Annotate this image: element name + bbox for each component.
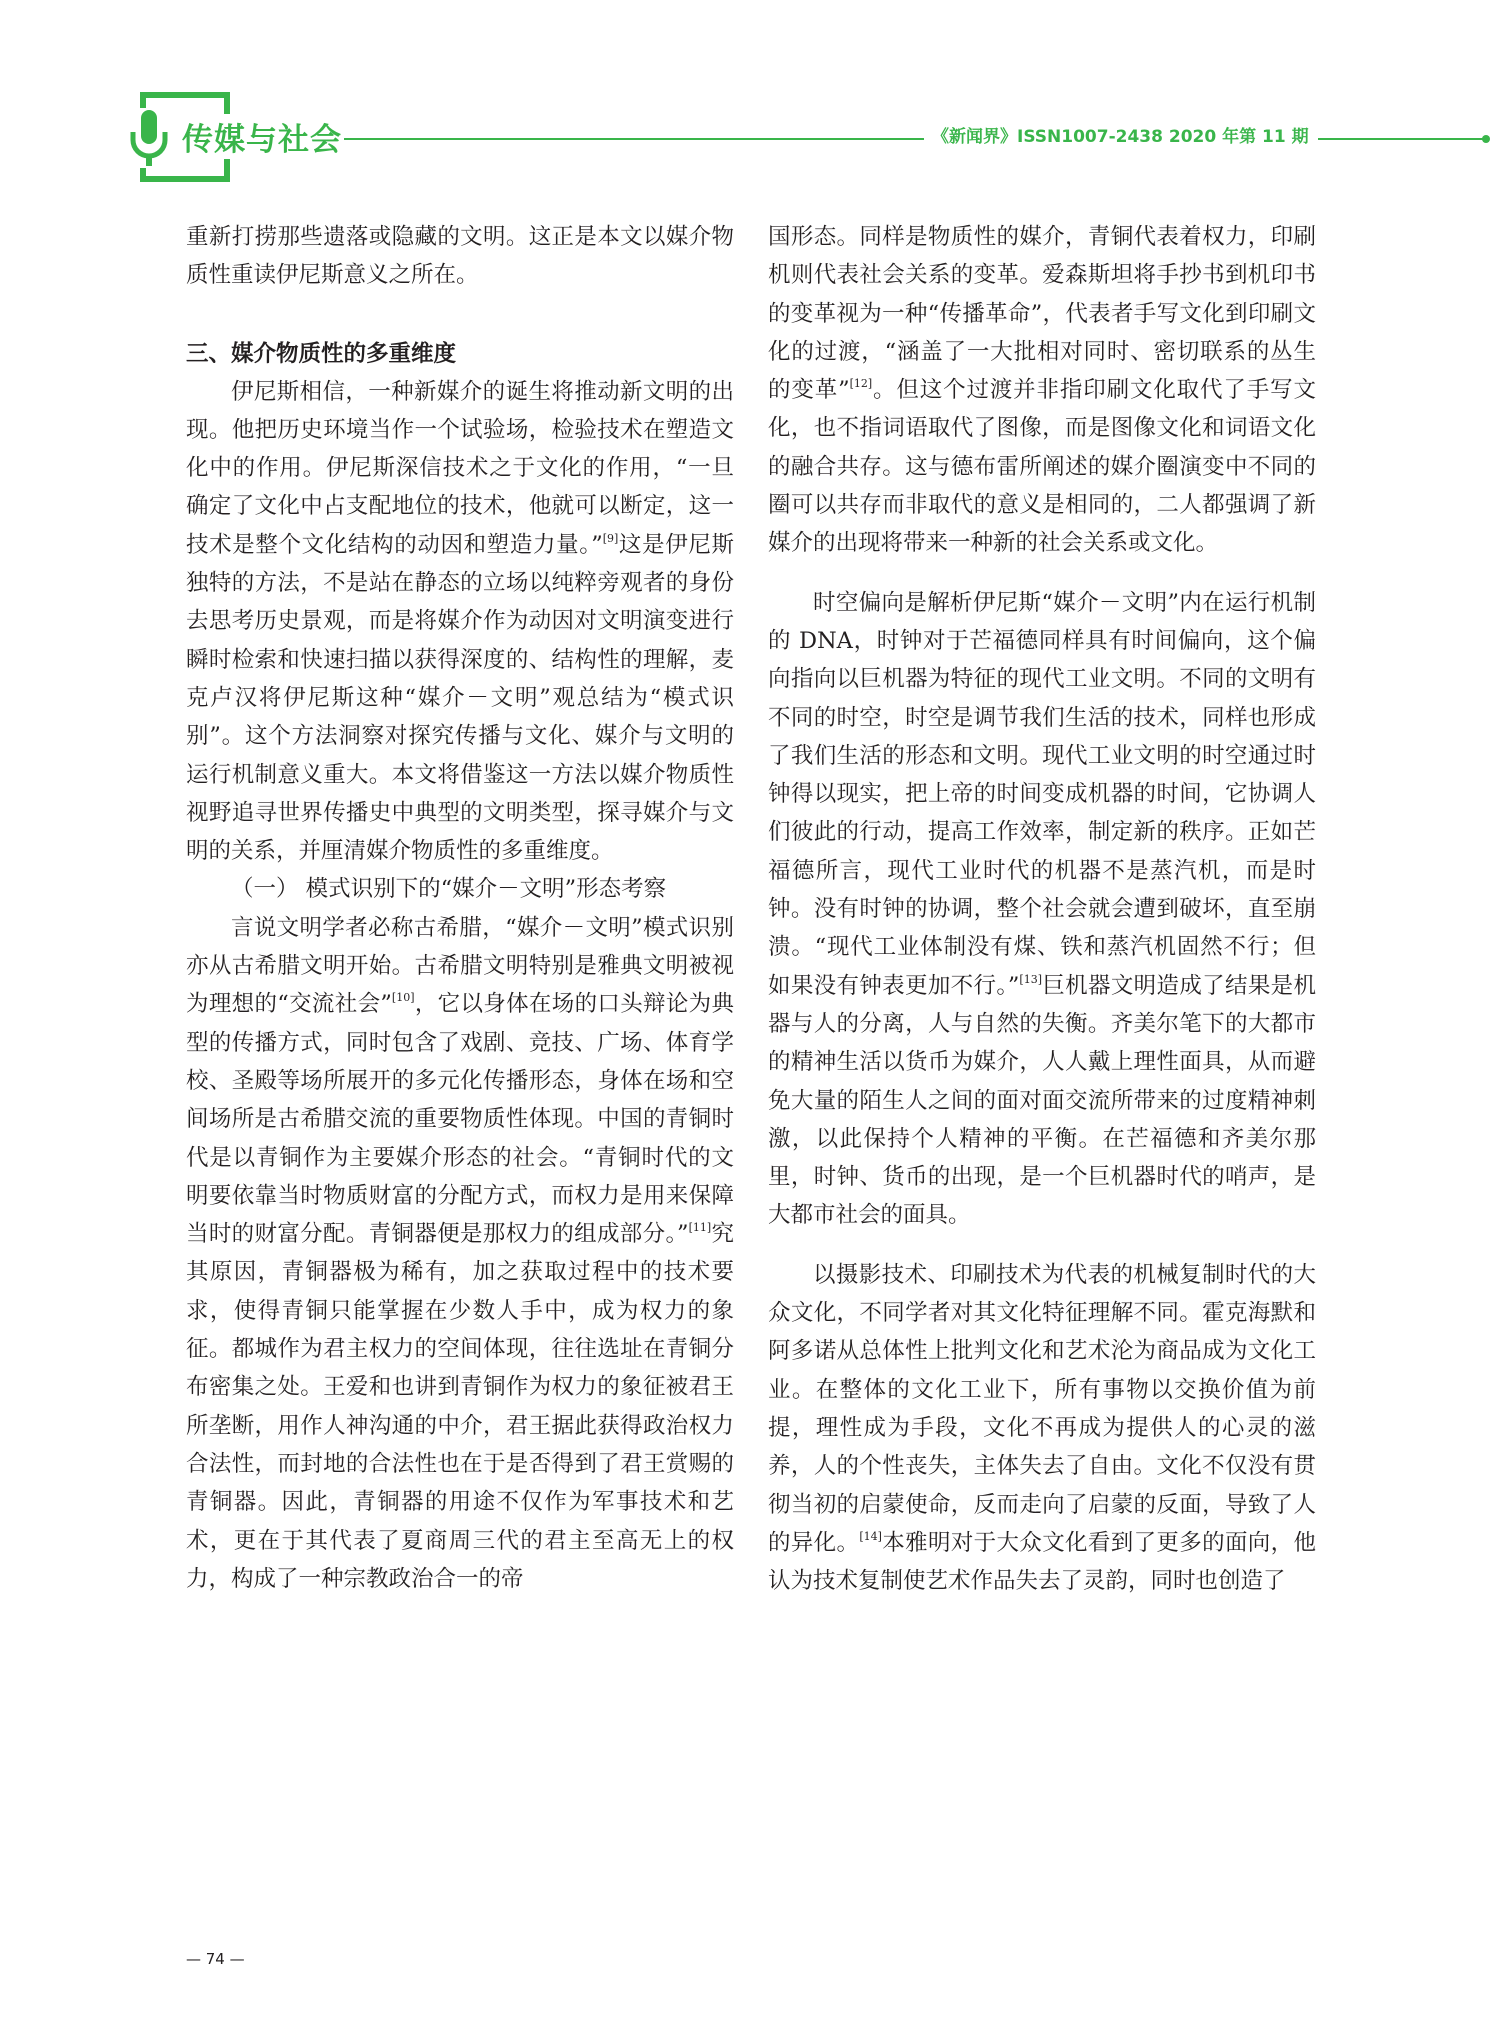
- paragraph-text: 以摄影技术、印刷技术为代表的机械复制时代的大众文化，不同学者对其文化特征理解不同。霍克海默和阿多诺从总体性上批判文化和艺术沦为商品成为文化工业。在整体的文化工业下，所有事物以交换价值为前提，理性成为手段，文化不再成为提供人的心灵的滋养，人的个性丧失，主体失去了自由。文化不仅没有贯彻当初的启蒙使命，反而走向了启蒙的反面，导致了人的异化。: [768, 1261, 1316, 1556]
- citation-marker: [11]: [688, 1221, 712, 1235]
- citation-marker: [10]: [391, 991, 415, 1005]
- continued-paragraph: 重新打捞那些遗落或隐藏的文明。这正是本文以媒介物质性重读伊尼斯意义之所在。: [186, 224, 734, 289]
- citation-marker: [12]: [849, 377, 873, 391]
- body-paragraph: [186, 909, 734, 1598]
- citation-marker: [13]: [1019, 972, 1042, 986]
- subsection-heading: （一） 模式识别下的“媒介－文明”形态考察: [231, 876, 667, 903]
- paragraph-text: 伊尼斯相信，一种新媒介的诞生将推动新文明的出现。他把历史环境当作一个试验场，检验技术在塑造文化中的作用。伊尼斯深信技术之于文化的作用，“一旦确定了文化中占支配地位的技术，他就可以断定，这一技术是整个文化结构的动因和塑造力量。”: [186, 378, 734, 558]
- body-paragraph: [768, 1256, 1316, 1601]
- paragraph-text: 国形态。同样是物质性的媒介，青铜代表着权力，印刷机则代表社会关系的变革。爱森斯坦将手抄书到机印书的变革视为一种“传播革命”，代表者手写文化到印刷文化的过渡，“涵盖了一大批相对同时、密切联系的丛生的变革”: [768, 224, 1316, 404]
- section-title: 传媒与社会: [178, 114, 346, 159]
- paragraph-text: 这是伊尼斯独特的方法，不是站在静态的立场以纯粹旁观者的身份去思考历史景观，而是将媒介作为动因对文明演变进行瞬时检索和快速扫描以获得深度的、结构性的理解，麦克卢汉将伊尼斯这种“媒介－文明”观总结为“模式识别”。这个方法洞察对探究传播与文化、媒介与文明的运行机制意义重大。本文将借鉴这一方法以媒介物质性视野追寻世界传播史中典型的文明类型，探寻媒介与文明的关系，并厘清媒介物质性的多重维度。: [186, 531, 734, 865]
- paragraph-text: 言说文明学者必称古希腊，“媒介－文明”模式识别亦从古希腊文明开始。古希腊文明特别是雅典文明被视为理想的“交流社会”: [186, 914, 734, 1018]
- paragraph-text: 。但这个过渡并非指印刷文化取代了手写文化，也不指词语取代了图像，而是图像文化和词语文化的融合共存。这与德布雷所阐述的媒介圈演变中不同的圈可以共存而非取代的意义是相同的，二人都强调了新媒介的出现将带来一种新的社会关系或文化。: [768, 377, 1316, 557]
- paragraph-text: 时空偏向是解析伊尼斯“媒介－文明”内在运行机制的 DNA，时钟对于芒福德同样具有时间偏向，这个偏向指向以巨机器为特征的现代工业文明。不同的文明有不同的时空，时空是调节我们生活的技术，同样也形成了我们生活的形态和文明。现代工业文明的时空通过时钟得以现实，把上帝的时间变成机器的时间，它协调人们彼此的行动，提高工作效率，制定新的秩序。正如芒福德所言，现代工业时代的机器不是蒸汽机，而是时钟。没有时钟的协调，整个社会就会遭到破坏，直至崩溃。“现代工业体制没有煤、铁和蒸汽机固然不行；但如果没有钟表更加不行。”: [768, 589, 1316, 999]
- right-column: [768, 218, 1316, 1600]
- body-paragraph: [768, 584, 1316, 1235]
- microphone-icon: [126, 108, 172, 168]
- body-paragraph: [768, 218, 1316, 563]
- header-rule-right: [1318, 138, 1486, 140]
- paragraph-text: ，它以身体在场的口头辩论为典型的传播方式，同时包含了戏剧、竞技、广场、体育学校、圣殿等场所展开的多元化传播形态，身体在场和空间场所是古希腊交流的重要物质性体现。中国的青铜时代是以青铜作为主要媒介形态的社会。“青铜时代的文明要依靠当时物质财富的分配方式，而权力是用来保障当时的财富分配。青铜器便是那权力的组成部分。”: [186, 991, 734, 1248]
- left-column: [186, 218, 734, 1598]
- paragraph-text: 究其原因，青铜器极为稀有，加之获取过程中的技术要求，使得青铜只能掌握在少数人手中，成为权力的象征。都城作为君主权力的空间体现，往往选址在青铜分布密集之处。王爱和也讲到青铜作为权力的象征被君王所垄断，用作人神沟通的中介，君王据此获得政治权力合法性，而封地的合法性也在于是否得到了君王赏赐的青铜器。因此，青铜器的用途不仅作为军事技术和艺术，更在于其代表了夏商周三代的君主至高无上的权力，构成了一种宗教政治合一的帝: [186, 1221, 734, 1592]
- paragraph-text: 本雅明对于大众文化看到了更多的面向，他认为技术复制使艺术作品失去了灵韵，同时也创造了: [768, 1529, 1316, 1595]
- citation-marker: [9]: [602, 531, 619, 545]
- header-rule-dot: [1482, 135, 1490, 143]
- paragraph-text: 巨机器文明造成了结果是机器与人的分离，人与自然的失衡。齐美尔笔下的大都市的精神生活以货币为媒介，人人戴上理性面具，从而避免大量的陌生人之间的面对面交流所带来的过度精神刺激，以此保持个人精神的平衡。在芒福德和齐美尔那里，时钟、货币的出现，是一个巨机器时代的哨声，是大都市社会的面具。: [768, 972, 1316, 1229]
- header-rule-left: [344, 138, 924, 140]
- journal-info: 《新闻界》ISSN1007-2438 2020 年第 11 期: [932, 127, 1309, 147]
- section-heading: 三、媒介物质性的多重维度: [186, 340, 457, 367]
- citation-marker: [14]: [859, 1529, 882, 1543]
- body-paragraph: [186, 373, 734, 871]
- page-header: [0, 0, 1500, 200]
- page-number: — 74 —: [186, 1950, 245, 1968]
